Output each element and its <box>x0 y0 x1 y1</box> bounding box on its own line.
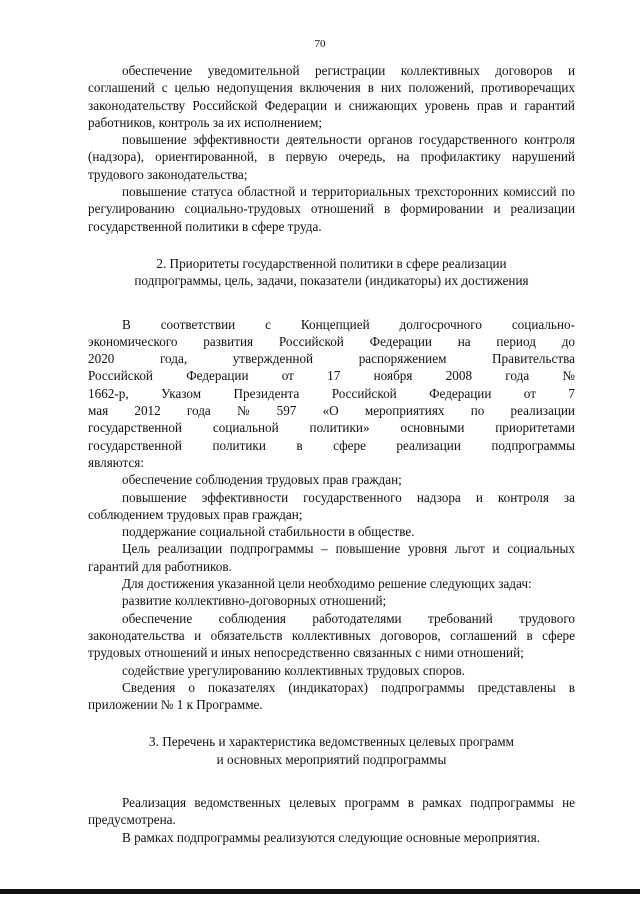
paragraph: обеспечение соблюдения работодателями требований трудового законодательства и обязательств коллективных договоров, соглашений в сфере трудовых отношений и иных непосредственно связанных с ними отношений; <box>88 610 575 661</box>
paragraph: развитие коллективно-договорных отношений; <box>122 593 387 609</box>
section-2-heading-line-1: 2. Приоритеты государственной политики в сфере реализации <box>156 255 507 271</box>
section-3-heading-line-2: и основных мероприятий подпрограммы <box>216 751 447 767</box>
paragraph: Реализация ведомственных целевых программ в рамках подпрограммы не предусмотрена. <box>88 794 575 828</box>
paragraph: обеспечение уведомительной регистрации коллективных договоров и соглашений с целью недопущения включения в них положений, противоречащих законодательству Российской Федерации и снижающих уровень прав и гарантий работников, контроль за их исполнением; <box>88 63 575 130</box>
paragraph: поддержание социальной стабильности в обществе. <box>122 524 415 540</box>
paragraph: В соответствии с Концепцией долгосрочного социально-экономического развития Российской Федерации на период до 2020 года, утвержденной распоряжением Правительства Российской Федерации от 17 ноября 2008 года № 1662-р, Указом Президента Российской Федерации от 7 мая 2012 года № 597 «О мероприятиях по реализации государственной социальной политики» основными приоритетами государственной политики в сфере реализации подпрограммы являются: <box>88 316 575 470</box>
paragraph: содействие урегулированию коллективных трудовых споров. <box>122 662 466 678</box>
section-3-heading <box>88 733 575 768</box>
paragraph: Цель реализации подпрограммы – повышение уровня льгот и социальных гарантий для работников. <box>88 541 575 574</box>
paragraph: Для достижения указанной цели необходимо решение следующих задач: <box>122 576 532 592</box>
section-3-heading-line-1: 3. Перечень и характеристика ведомственных целевых программ <box>149 734 514 750</box>
paragraph: Сведения о показателях (индикаторах) подпрограммы представлены в приложении № 1 к Программе. <box>88 679 575 713</box>
bottom-border-line <box>0 889 640 894</box>
section-2-heading-line-2: подпрограммы, цель, задачи, показатели (индикаторы) их достижения <box>134 273 529 289</box>
paragraph: повышение эффективности деятельности органов государственного контроля (надзора), ориентированной, в первую очередь, на профилактику нарушений трудового законодательства; <box>88 132 575 182</box>
paragraph: В рамках подпрограммы реализуются следующие основные мероприятия. <box>122 829 541 845</box>
document-body <box>88 62 575 846</box>
paragraph: повышение эффективности государственного надзора и контроля за соблюдением трудовых прав граждан; <box>88 489 575 522</box>
page-number: 70 <box>314 38 326 50</box>
paragraph: обеспечение соблюдения трудовых прав граждан; <box>122 472 402 488</box>
paragraph: повышение статуса областной и территориальных трехсторонних комиссий по регулированию социально-трудовых отношений в формировании и реализации государственной политики в сфере труда. <box>88 184 575 234</box>
section-2-heading <box>88 255 575 290</box>
